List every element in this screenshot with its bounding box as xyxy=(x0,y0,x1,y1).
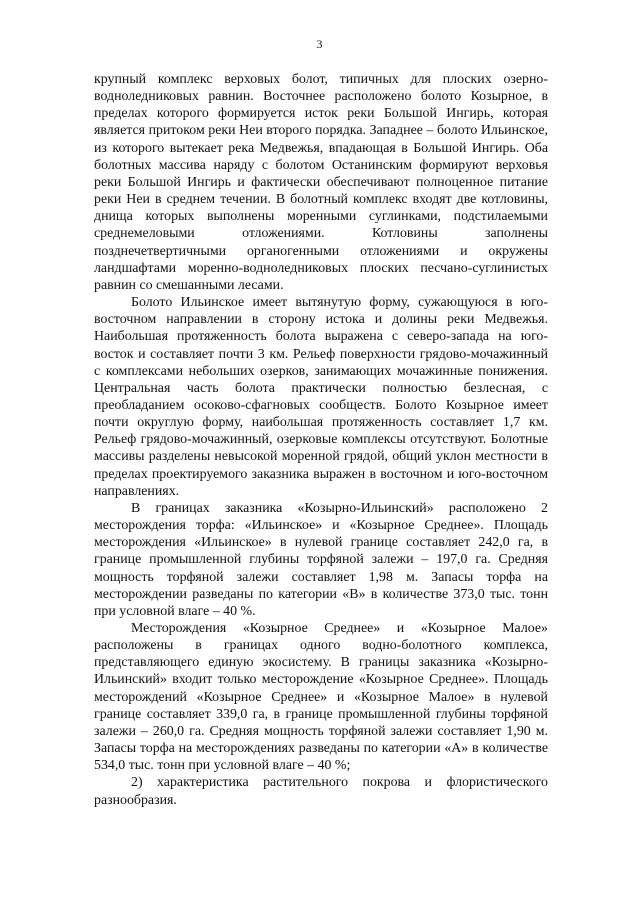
paragraph-ilinskoe-bog: Болото Ильинское имеет вытянутую форму, сужающуюся в юго-восточном направлении в сторону истока и долины реки Медвежья. Наибольшая протяженность болота выражена с северо-запада на юго-восток и составляет почти 3 км. Рельеф поверхности грядово-мочажинный с комплексами небольших озерков, занимающих мочажинные понижения. Центральная часть болота практически полностью безлесная, с преобладанием осоково-сфагновых сообществ. Болото Козырное имеет почти округлую форму, наибольшая протяженность составляет 1,7 км. Рельеф грядово-мочажинный, озерковые комплексы отсутствуют. Болотные массивы разделены невысокой моренной грядой, общий уклон местности в пределах проектируемого заказника выражен в восточном и юго-восточном направлениях. xyxy=(94,295,548,499)
paragraph-kozyrnoe-deposits: Месторождения «Козырное Среднее» и «Козырное Малое» расположены в границах одного водно-болотного комплекса, представляющего единую экосистему. В границы заказника «Козырно-Ильинский» входит только месторождение «Козырное Среднее». Площадь месторождений «Козырное Среднее» и «Козырное Малое» в нулевой границе составляет 339,0 га, в границе промышленной глубины торфяной залежи – 260,0 га. Средняя мощность торфяной залежи составляет 1,90 м. Запасы торфа на месторождениях разведаны по категории «А» в количестве 534,0 тыс. тонн при условной влаге – 40 %; xyxy=(94,621,548,774)
page-number: 3 xyxy=(316,37,323,51)
paragraph-continuation: крупный комплекс верховых болот, типичных для плоских озерно-водноледниковых равнин. Восточнее расположено болото Козырное, в пределах которого формируется исток реки Большой Ингирь, которая является притоком реки Неи второго порядка. Западнее – болото Ильинское, из которого вытекает река Медвежья, впадающая в Большой Ингирь. Оба болотных массива наряду с болотом Останинским формируют верховья реки Большой Ингирь и фактически обеспечивают полноценное питание реки Неи в среднем течении. В болотный комплекс входят две котловины, днища которых выполнены моренными суглинками, подстилаемыми среднемеловыми отложениями. Котловины заполнены позднечетвертичными органогенными отложениями и окружены ландшафтами моренно-водноледниковых плоских песчано-суглинистых равнин со смешанными лесами. xyxy=(94,72,548,293)
paragraph-peat-deposits: В границах заказника «Козырно-Ильинский» расположено 2 месторождения торфа: «Ильинское» и «Козырное Среднее». Площадь месторождения «Ильинское» в нулевой границе составляет 242,0 га, в границе промышленной глубины торфяной залежи – 197,0 га. Средняя мощность торфяной залежи составляет 1,98 м. Запасы торфа на месторождении разведаны по категории «В» в количестве 373,0 тыс. тонн при условной влаге – 40 %. xyxy=(94,500,548,619)
body-text xyxy=(94,71,548,809)
paragraph-vegetation-heading: 2) характеристика растительного покрова и флористического разнообразия. xyxy=(94,775,548,808)
